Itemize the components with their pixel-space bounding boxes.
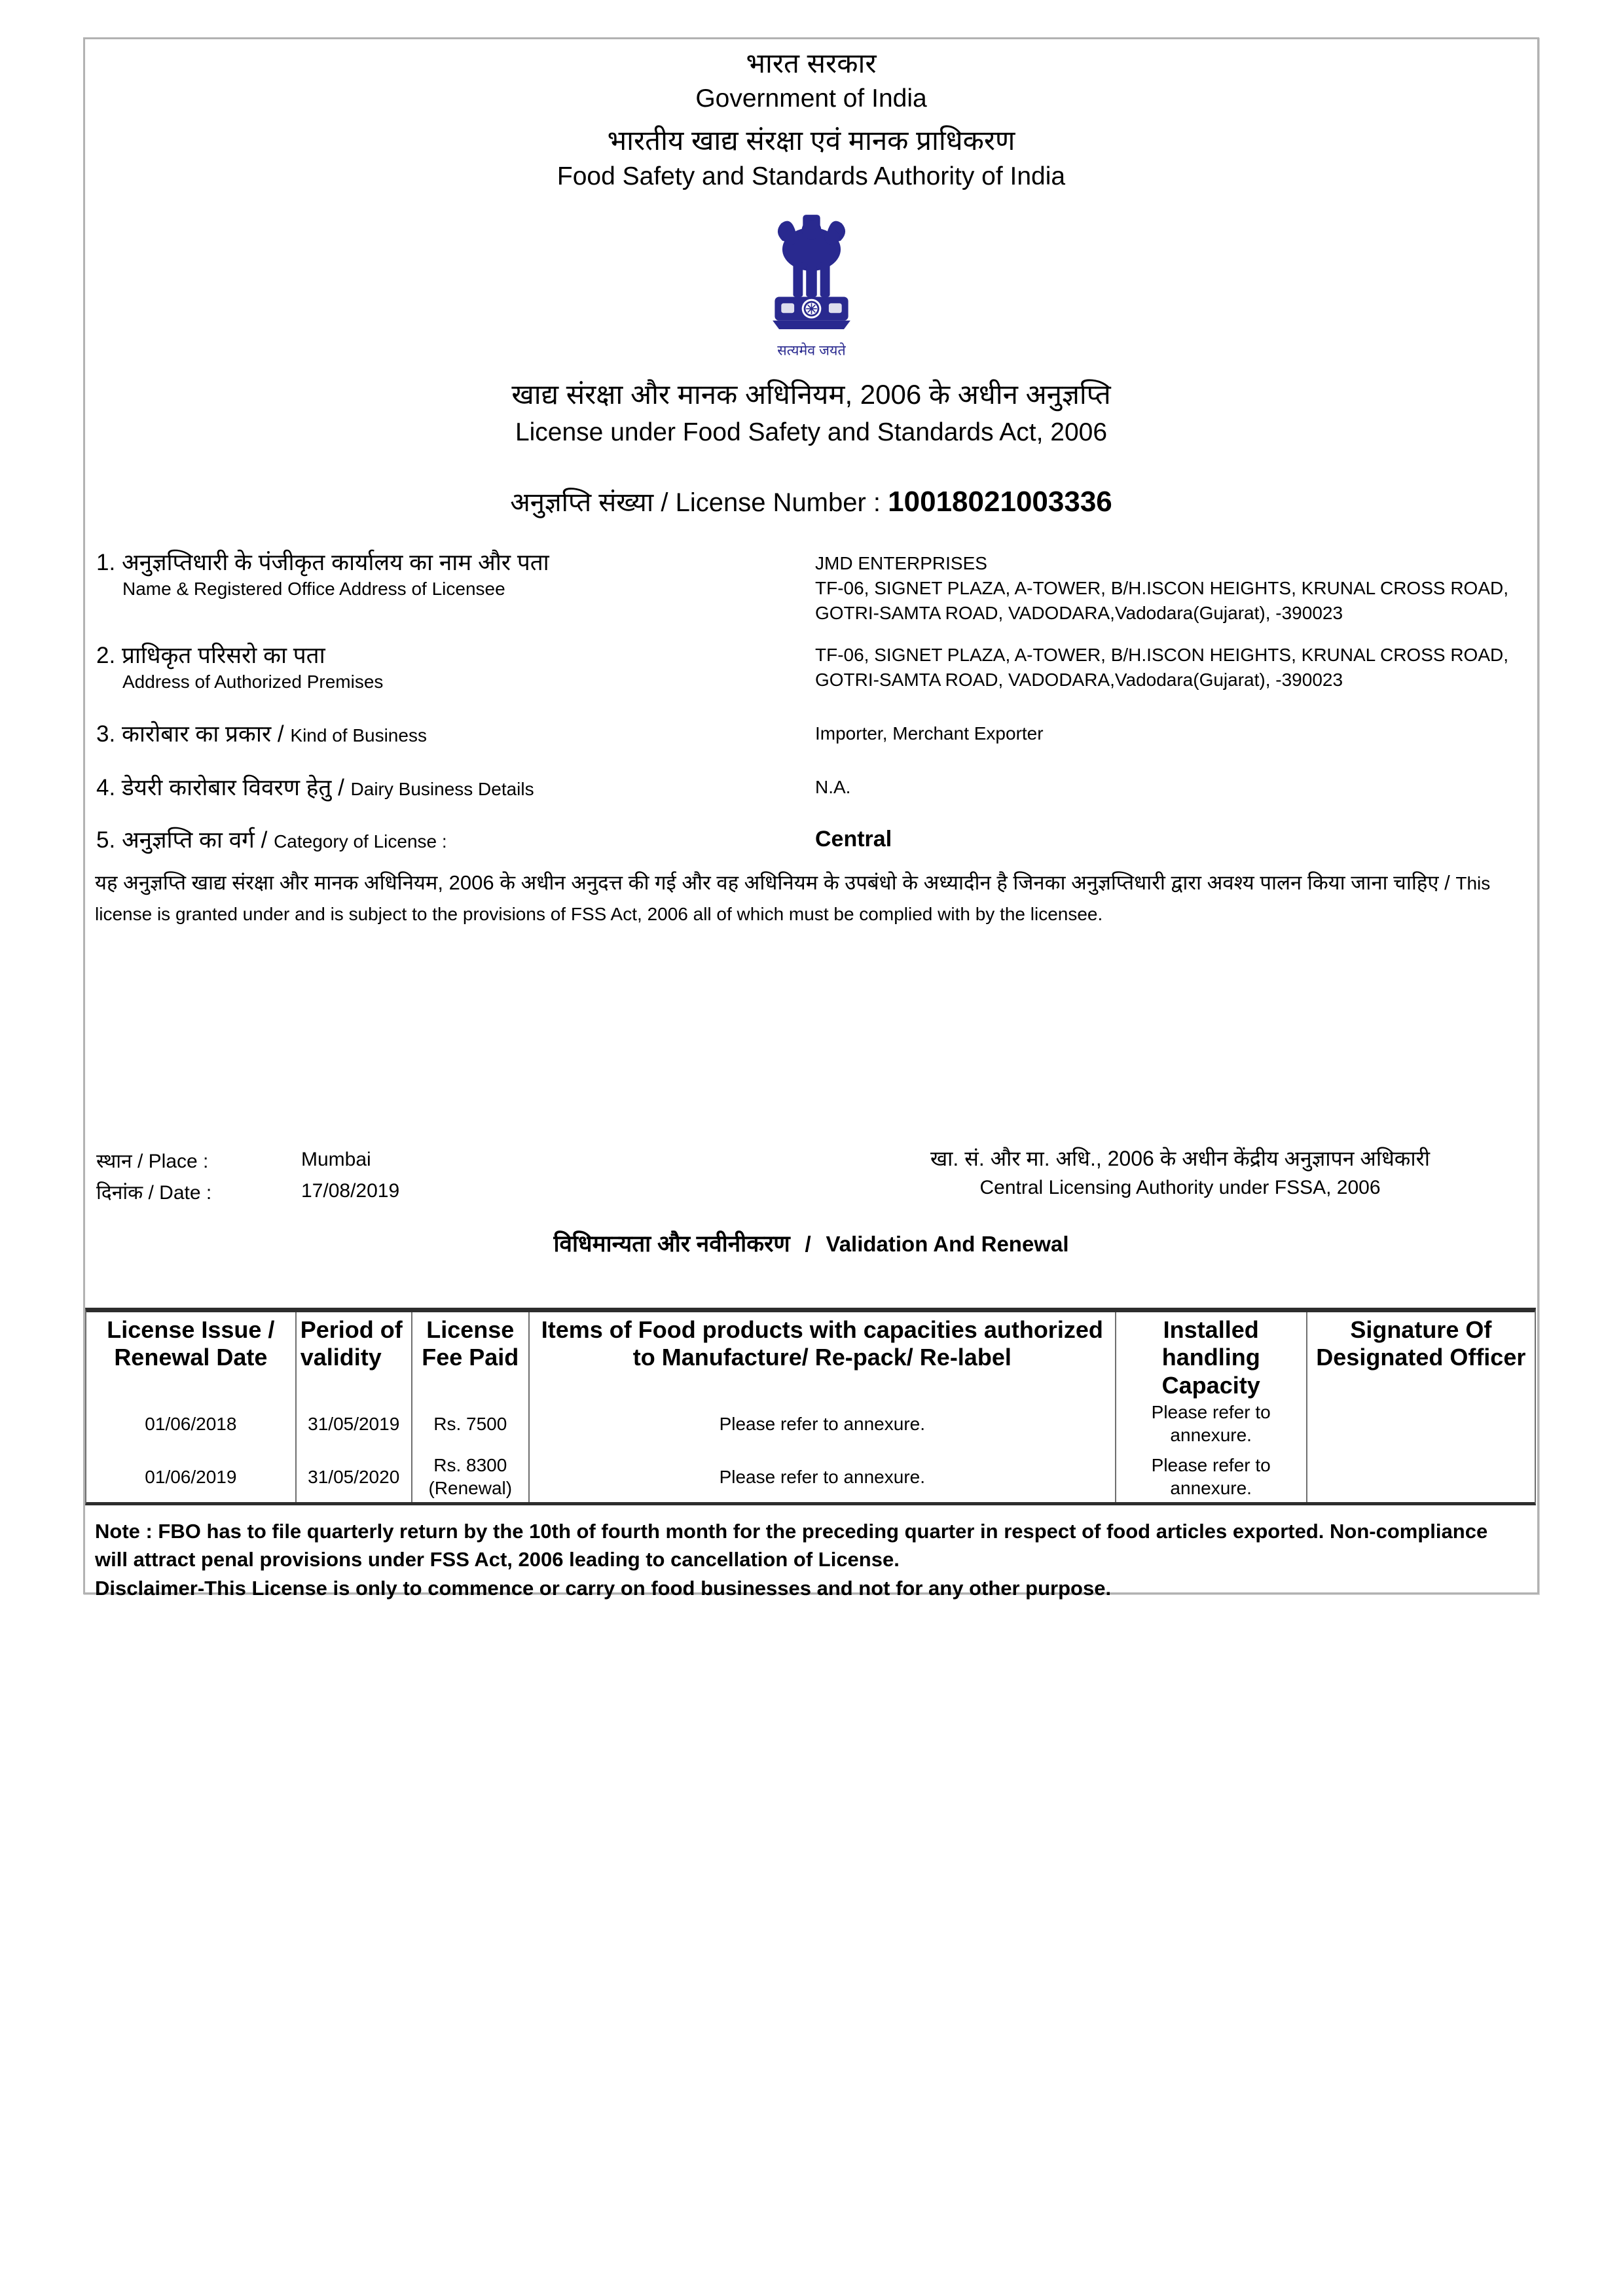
column-issue-date [86,1312,297,1502]
license-number-line [83,483,1539,519]
column-header: License Fee Paid [422,1316,519,1371]
table-cell: 31/05/2019 [308,1413,400,1434]
column-header: Signature Of Designated Officer [1316,1316,1526,1371]
authority-title-hindi: खा. सं. और मा. अधि., 2006 के अधीन केंद्रीय अनुज्ञापन अधिकारी [930,1147,1431,1170]
field-label-hindi: डेयरी कारोबार विवरण हेतु / [121,775,344,800]
field-business-label [96,720,790,749]
table-cell: Please refer to annexure. [1151,1402,1271,1445]
ashoka-emblem-image [757,208,866,364]
table-cell: 31/05/2020 [308,1466,400,1487]
license-number-value: 10018021003336 [888,486,1112,518]
footer-note [95,1517,1525,1602]
column-validity [297,1312,412,1502]
field-licensee-value [815,551,1522,625]
column-items [530,1312,1116,1502]
field-label-english: Category of License : [274,831,447,852]
fssai-title-hindi: भारतीय खाद्य संरक्षा एवं मानक प्राधिकरण [607,125,1015,156]
table-cell [1307,1451,1535,1502]
column-header: Installed handling Capacity [1161,1316,1260,1399]
table-cell: Please refer to annexure. [719,1413,925,1434]
column-fee [412,1312,530,1502]
field-label-hindi: प्राधिकृत परिसरो का पता [121,643,325,668]
fee-amount: Rs. 8300 [433,1455,507,1475]
grant-clause-english: This license is granted under and is subject to the provisions of FSS Act, 2006 all of which must be complied with by the licensee. [95,873,1491,924]
field-category-label [96,826,790,855]
grant-clause-hindi: यह अनुज्ञप्ति खाद्य संरक्षा और मानक अधिनियम, 2006 के अधीन अनुदत्त की गई और वह अधिनियम के उपबंधो के अध्यादीन है जिनका अनुज्ञप्तिधारी द्वारा अवश्य पालन किया जाना चाहिए / [95,871,1456,894]
column-header: License Issue / Renewal Date [107,1316,275,1371]
table-cell: Rs. 7500 [433,1413,507,1434]
field-label-english: Kind of Business [290,725,427,745]
place-value: Mumbai [301,1149,371,1170]
renewal-table [85,1308,1536,1505]
field-label-hindi: अनुज्ञप्तिधारी के पंजीकृत कार्यालय का नाम और पता [121,550,549,575]
premises-address: TF-06, SIGNET PLAZA, A-TOWER, B/H.ISCON HEIGHTS, KRUNAL CROSS ROAD, GOTRI-SAMTA ROAD, VADODARA,Vadodara(Gujarat), -390023 [815,645,1508,690]
field-label-hindi: कारोबार का प्रकार / [121,721,284,747]
date-value: 17/08/2019 [301,1180,400,1202]
grant-clause [95,868,1522,929]
act-heading-english: License under Food Safety and Standards Act, 2006 [515,418,1108,446]
field-label-english: Dairy Business Details [350,779,534,799]
note-text: Note : FBO has to file quarterly return by the 10th of fourth month for the preceding quarter in respect of food articles exported. Non-compliance will attract penal provisions under FSS Act, 2006 leading to cancellation of License. [95,1520,1488,1571]
field-number: 2. [96,643,116,668]
column-header: Items of Food products with capacities authorized to Manufacture/ Re-pack/ Re-label [541,1316,1103,1371]
date-label: दिनांक / Date : [96,1182,212,1204]
emblem-motto: सत्यमेव जयते [776,342,846,359]
field-number: 1. [96,550,116,575]
field-number: 4. [96,775,116,800]
table-cell: Please refer to annexure. [1151,1455,1271,1498]
table-cell: Please refer to annexure. [719,1466,925,1487]
field-dairy-label [96,774,790,802]
column-capacity [1116,1312,1307,1502]
renewal-heading-english: Validation And Renewal [826,1232,1069,1256]
table-cell: 01/06/2019 [145,1466,237,1487]
license-number-label: अनुज्ञप्ति संख्या / License Number : [510,488,881,517]
gov-title-english: Government of India [695,84,927,113]
authority-title-english: Central Licensing Authority under FSSA, 2006 [979,1177,1381,1198]
field-premises-label [96,641,790,694]
disclaimer-text: Disclaimer-This License is only to commence or carry on food businesses and not for any other purpose. [95,1576,1112,1600]
field-number: 3. [96,721,116,747]
act-heading-hindi: खाद्य संरक्षा और मानक अधिनियम, 2006 के अधीन अनुज्ञप्ति [511,379,1111,410]
table-cell [412,1451,528,1502]
fee-note: (Renewal) [428,1478,513,1498]
field-label-english: Address of Authorized Premises [122,671,384,692]
field-licensee-label [96,548,790,601]
renewal-heading-hindi: विधिमान्यता और नवीनीकरण [553,1231,790,1257]
gov-title-hindi: भारत सरकार [746,48,877,79]
fssai-title-english: Food Safety and Standards Authority of India [556,162,1066,190]
renewal-heading [83,1228,1539,1259]
licensee-address: TF-06, SIGNET PLAZA, A-TOWER, B/H.ISCON HEIGHTS, KRUNAL CROSS ROAD, GOTRI-SAMTA ROAD, VADODARA,Vadodara(Gujarat), -390023 [815,577,1508,623]
field-label-hindi: अनुज्ञप्ति का वर्ग / [121,827,268,853]
field-number: 5. [96,827,116,853]
field-business-value: Importer, Merchant Exporter [815,723,1044,744]
table-cell: 01/06/2018 [145,1413,237,1434]
ashoka-emblem [83,208,1539,367]
field-label-english: Name & Registered Office Address of Licensee [122,578,505,599]
field-premises-value [815,643,1522,692]
renewal-heading-separator: / [805,1232,811,1256]
table-cell [1307,1396,1535,1451]
field-category-value: Central [815,827,892,852]
place-label: स्थान / Place : [96,1151,209,1172]
column-signature [1307,1312,1535,1502]
column-header: Period of validity [300,1316,403,1371]
field-dairy-value: N.A. [815,777,851,797]
licensee-name: JMD ENTERPRISES [815,553,987,573]
